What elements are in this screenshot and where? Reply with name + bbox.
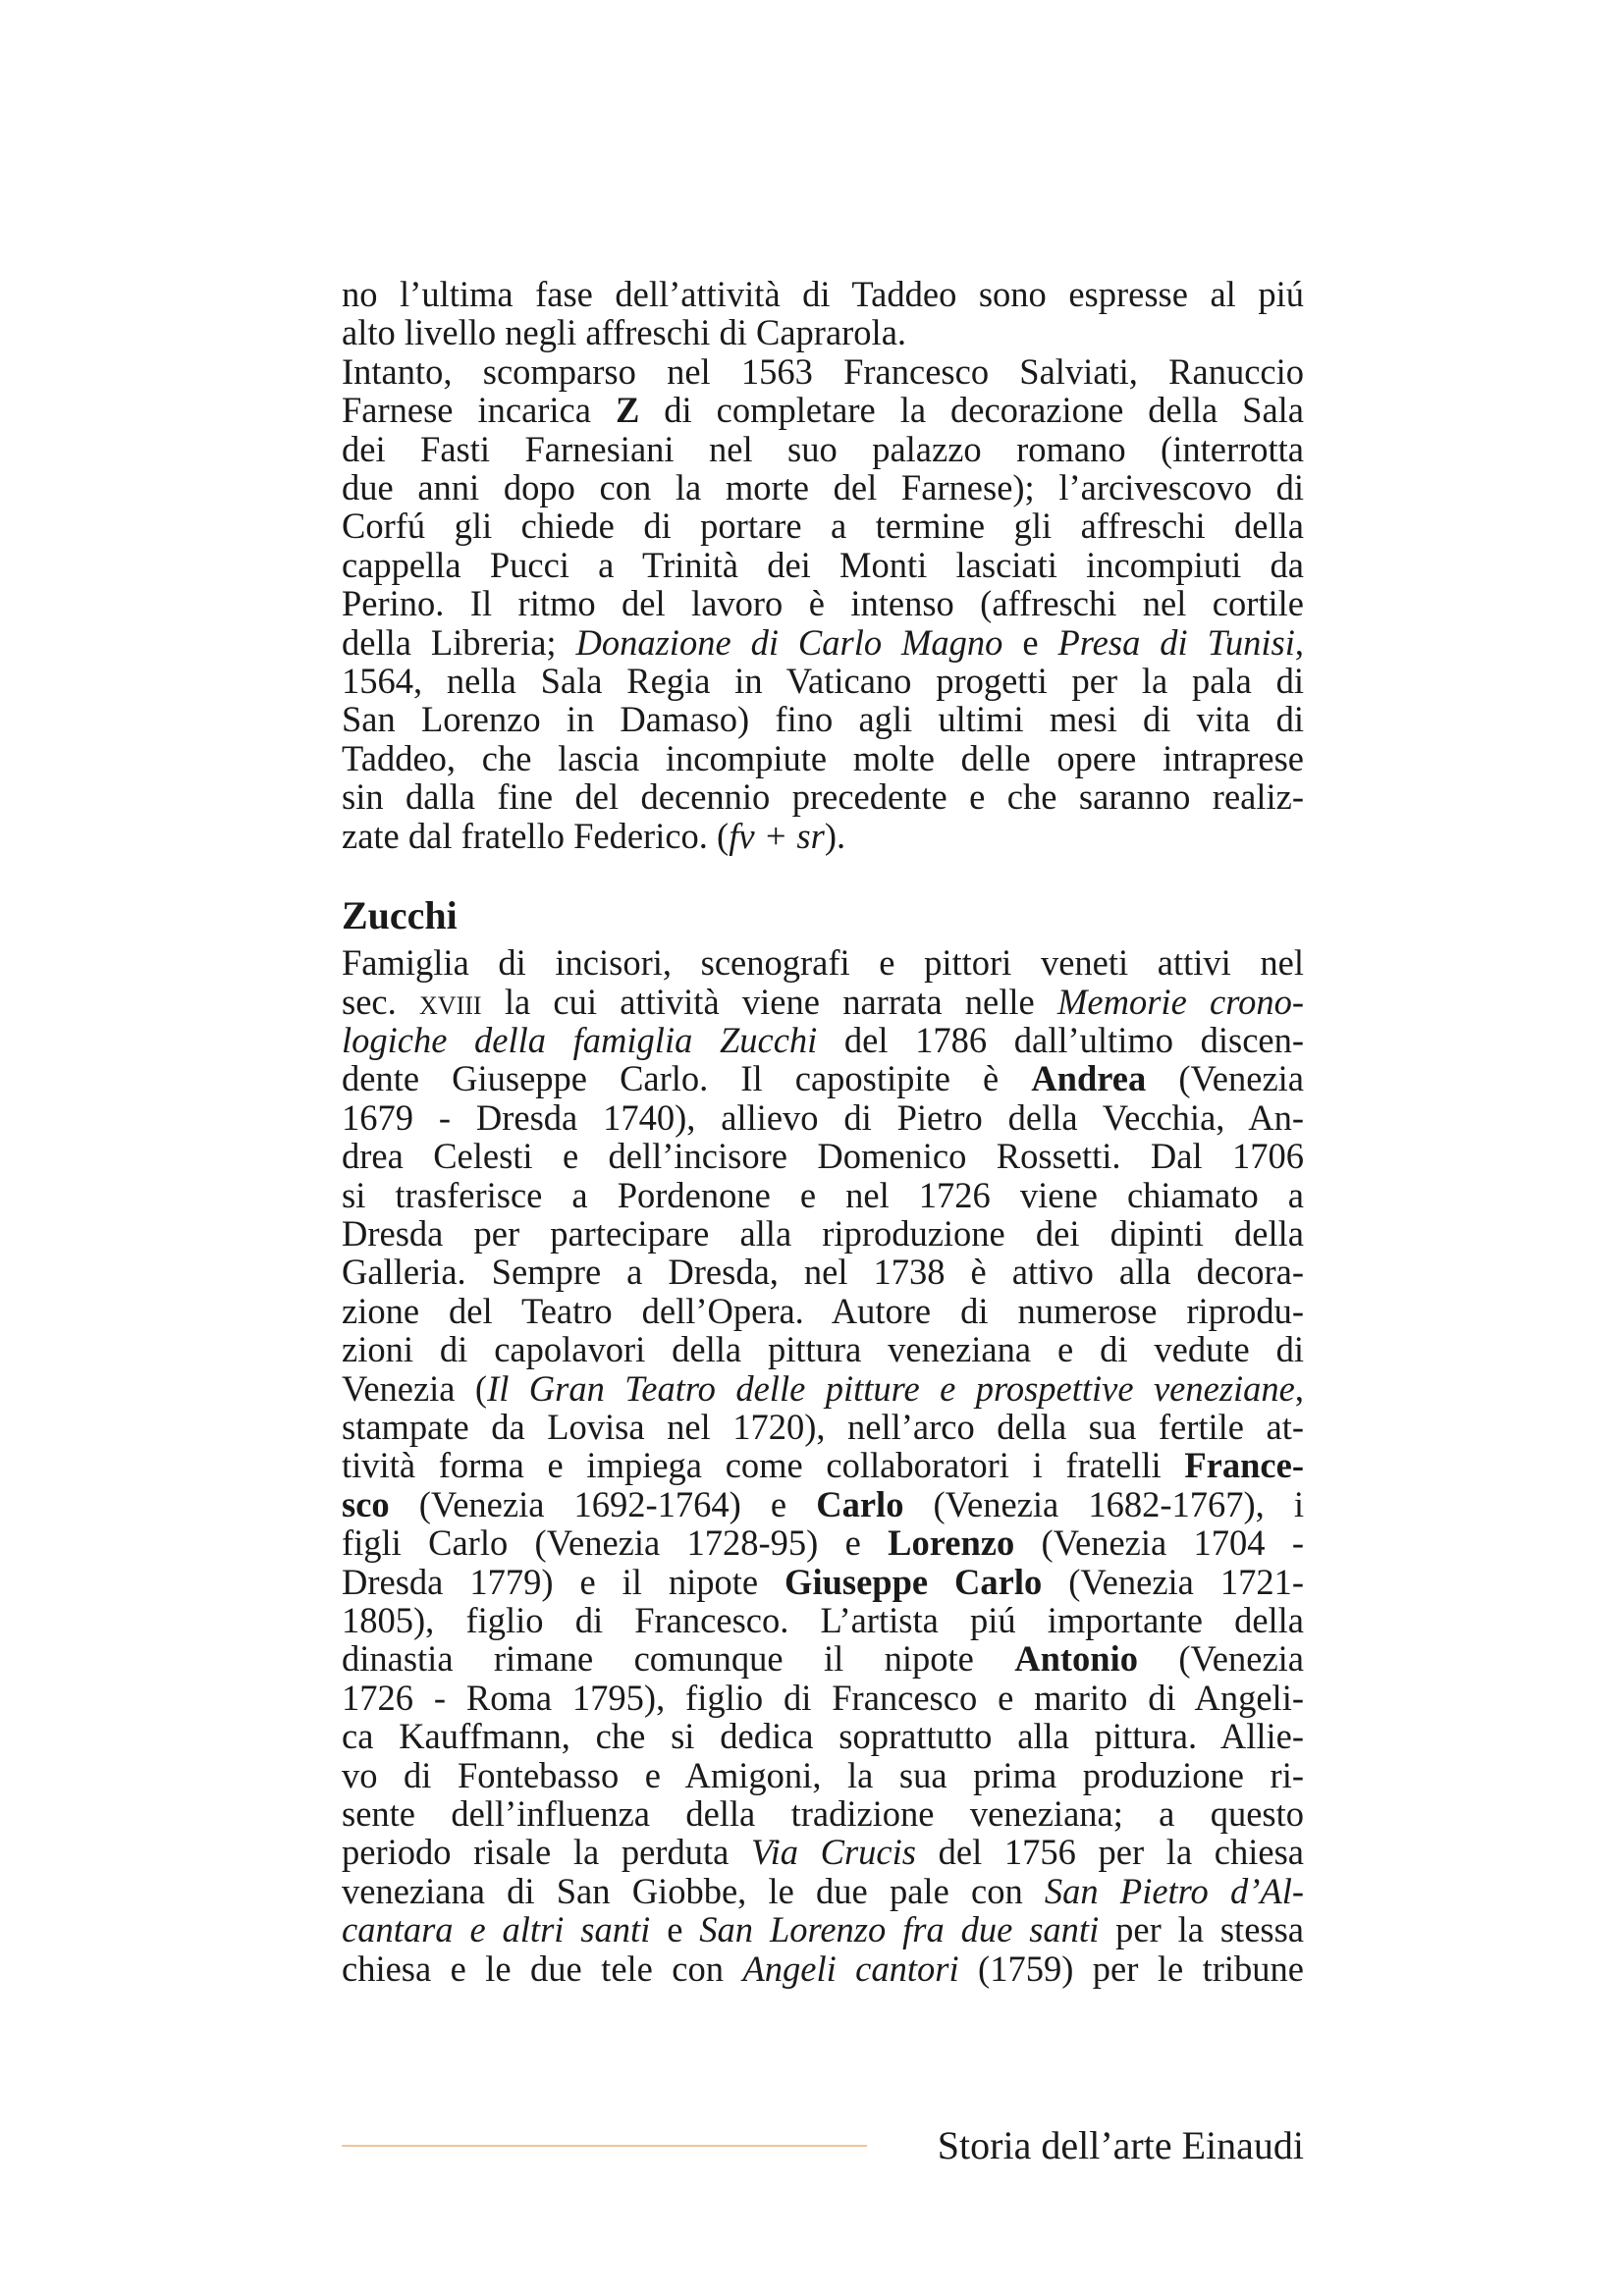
text-run: la cui attività viene narrata nelle xyxy=(481,981,1058,1022)
text-line xyxy=(342,1021,1304,1059)
person-name: Giuseppe Carlo xyxy=(784,1561,1043,1602)
text-line xyxy=(342,623,1304,662)
artwork-title: San Pietro d’Al- xyxy=(1044,1870,1304,1911)
text-run: veneziana di San Giobbe, le due pale con xyxy=(342,1870,1045,1911)
text-run: Dresda 1779) e il nipote xyxy=(342,1561,785,1602)
text-run: della Libreria; xyxy=(342,621,576,663)
text-line xyxy=(342,983,1304,1021)
text-run: (Venezia 1721- xyxy=(1042,1561,1304,1602)
text-run: zate dal fratello Federico. ( xyxy=(342,815,730,856)
artwork-title: Angeli cantori xyxy=(742,1948,959,1989)
text-column xyxy=(342,275,1304,1988)
artwork-title: Presa di Tunisi xyxy=(1057,621,1295,663)
person-name: France- xyxy=(1184,1445,1304,1486)
text-run: del 1786 dall’ultimo discen- xyxy=(817,1019,1304,1060)
artwork-title: Il Gran Teatro delle pitture e prospettive veneziane xyxy=(487,1367,1295,1409)
text-line xyxy=(342,1446,1304,1484)
text-line xyxy=(342,1563,1304,1601)
text-line: San Lorenzo in Damaso) fino agli ultimi mesi di vita di xyxy=(342,699,1304,740)
text-line: vo di Fontebasso e Amigoni, la sua prima produzione ri- xyxy=(342,1754,1304,1795)
text-run: (Venezia 1682-1767), i xyxy=(903,1483,1304,1524)
text-run: di completare la decorazione della Sala xyxy=(639,390,1305,431)
person-name: Lorenzo xyxy=(888,1522,1015,1564)
text-run: figli Carlo (Venezia 1728-95) e xyxy=(342,1522,889,1564)
entry-heading: Zucchi xyxy=(342,893,458,938)
text-run: ). xyxy=(824,815,846,856)
book-title: Memorie crono- xyxy=(1057,981,1305,1022)
text-line xyxy=(342,1059,1304,1097)
text-line: 1679 - Dresda 1740), allievo di Pietro della Vecchia, An- xyxy=(342,1096,1304,1138)
text-line xyxy=(342,1833,1304,1871)
text-line xyxy=(342,1949,1304,1988)
book-title: logiche della famiglia Zucchi xyxy=(342,1019,818,1060)
entry-initial: Z xyxy=(615,390,640,431)
text-line xyxy=(342,817,1304,855)
text-line: si trasferisce a Pordenone e nel 1726 viene chiamato a xyxy=(342,1174,1304,1215)
text-line: alto livello negli affreschi di Caprarola. xyxy=(342,312,907,353)
text-line: Galleria. Sempre a Dresda, nel 1738 è attivo alla decora- xyxy=(342,1252,1304,1293)
footer-rule xyxy=(342,2145,867,2147)
text-line xyxy=(342,391,1304,429)
text-run: chiesa e le due tele con xyxy=(342,1948,743,1989)
text-run: Farnese incarica xyxy=(342,390,616,431)
text-line: 1805), figlio di Francesco. L’artista piú importante della xyxy=(342,1600,1304,1640)
text-line: zioni di capolavori della pittura veneziana e di vedute di xyxy=(342,1329,1304,1370)
text-run: (Venezia 1692-1764) e xyxy=(389,1483,817,1524)
century-numeral: xviii xyxy=(419,981,482,1022)
text-line xyxy=(342,1523,1304,1562)
intro-paragraph xyxy=(342,275,1304,855)
artwork-title: San Lorenzo fra due santi xyxy=(699,1909,1100,1950)
text-run: (1759) per le tribune xyxy=(958,1948,1304,1989)
text-line xyxy=(342,1369,1304,1408)
text-run: (Venezia xyxy=(1146,1058,1304,1099)
text-run: periodo risale la perduta xyxy=(342,1832,751,1873)
person-name: Carlo xyxy=(816,1483,904,1524)
text-run: e xyxy=(1002,621,1058,663)
text-run: e xyxy=(650,1909,700,1950)
text-line xyxy=(342,1639,1304,1678)
text-line: cappella Pucci a Trinità dei Monti lasciati incompiuti da xyxy=(342,544,1304,585)
text-line: Intanto, scomparso nel 1563 Francesco Salviati, Ranuccio xyxy=(342,350,1304,392)
person-name: Andrea xyxy=(1031,1058,1147,1099)
artwork-title: cantara e altri santi xyxy=(342,1909,651,1950)
text-line: Corfú gli chiede di portare a termine gli affreschi della xyxy=(342,506,1304,547)
text-run: (Venezia 1704 - xyxy=(1014,1522,1304,1564)
person-name: Antonio xyxy=(1014,1638,1138,1680)
text-line: drea Celesti e dell’incisore Domenico Rossetti. Dal 1706 xyxy=(342,1136,1304,1177)
text-line: sente dell’influenza della tradizione veneziana; a questo xyxy=(342,1793,1304,1835)
text-run: , xyxy=(1294,621,1304,663)
text-line: Famiglia di incisori, scenografi e pittori veneti attivi nel xyxy=(342,942,1304,984)
text-line: 1564, nella Sala Regia in Vaticano progetti per la pala di xyxy=(342,661,1304,702)
text-run: , xyxy=(1294,1367,1304,1409)
entry-paragraph xyxy=(342,943,1304,1988)
footer-title: Storia dell’arte Einaudi xyxy=(937,2123,1304,2167)
text-run: per la stessa xyxy=(1099,1909,1305,1950)
text-line: stampate da Lovisa nel 1720), nell’arco della sua fertile at- xyxy=(342,1406,1304,1447)
text-line: due anni dopo con la morte del Farnese); l’arcivescovo di xyxy=(342,467,1304,508)
text-line: dei Fasti Farnesiani nel suo palazzo romano (interrotta xyxy=(342,428,1304,469)
text-line xyxy=(342,1485,1304,1523)
text-line: zione del Teatro dell’Opera. Autore di numerose riprodu- xyxy=(342,1290,1304,1331)
text-run: del 1756 per la chiesa xyxy=(915,1832,1305,1873)
text-run: dente Giuseppe Carlo. Il capostipite è xyxy=(342,1058,1032,1099)
text-line: no l’ultima fase dell’attività di Taddeo sono espresse al piú xyxy=(342,274,1304,314)
author-initials: fv + sr xyxy=(729,815,825,856)
text-line: Dresda per partecipare alla riproduzione dei dipinti della xyxy=(342,1212,1304,1254)
text-run: (Venezia xyxy=(1137,1638,1305,1680)
person-name: sco xyxy=(342,1483,390,1524)
text-run: tività forma e impiega come collaboratori i fratelli xyxy=(342,1445,1185,1486)
artwork-title: Donazione di Carlo Magno xyxy=(575,621,1003,663)
artwork-title: Via Crucis xyxy=(750,1832,916,1873)
text-line: Taddeo, che lascia incompiute molte delle opere intraprese xyxy=(342,737,1304,778)
text-line: ca Kauffmann, che si dedica soprattutto alla pittura. Allie- xyxy=(342,1716,1304,1757)
page-footer xyxy=(342,2122,1304,2171)
text-line xyxy=(342,1872,1304,1910)
text-line: 1726 - Roma 1795), figlio di Francesco e marito di Angeli- xyxy=(342,1677,1304,1718)
text-run: dinastia rimane comunque il nipote xyxy=(342,1638,1015,1680)
text-line: sin dalla fine del decennio precedente e che saranno realiz- xyxy=(342,776,1304,818)
text-line: Perino. Il ritmo del lavoro è intenso (affreschi nel cortile xyxy=(342,583,1304,624)
text-line xyxy=(342,1910,1304,1949)
text-run: Venezia ( xyxy=(342,1367,488,1409)
text-run: sec. xyxy=(342,981,420,1022)
